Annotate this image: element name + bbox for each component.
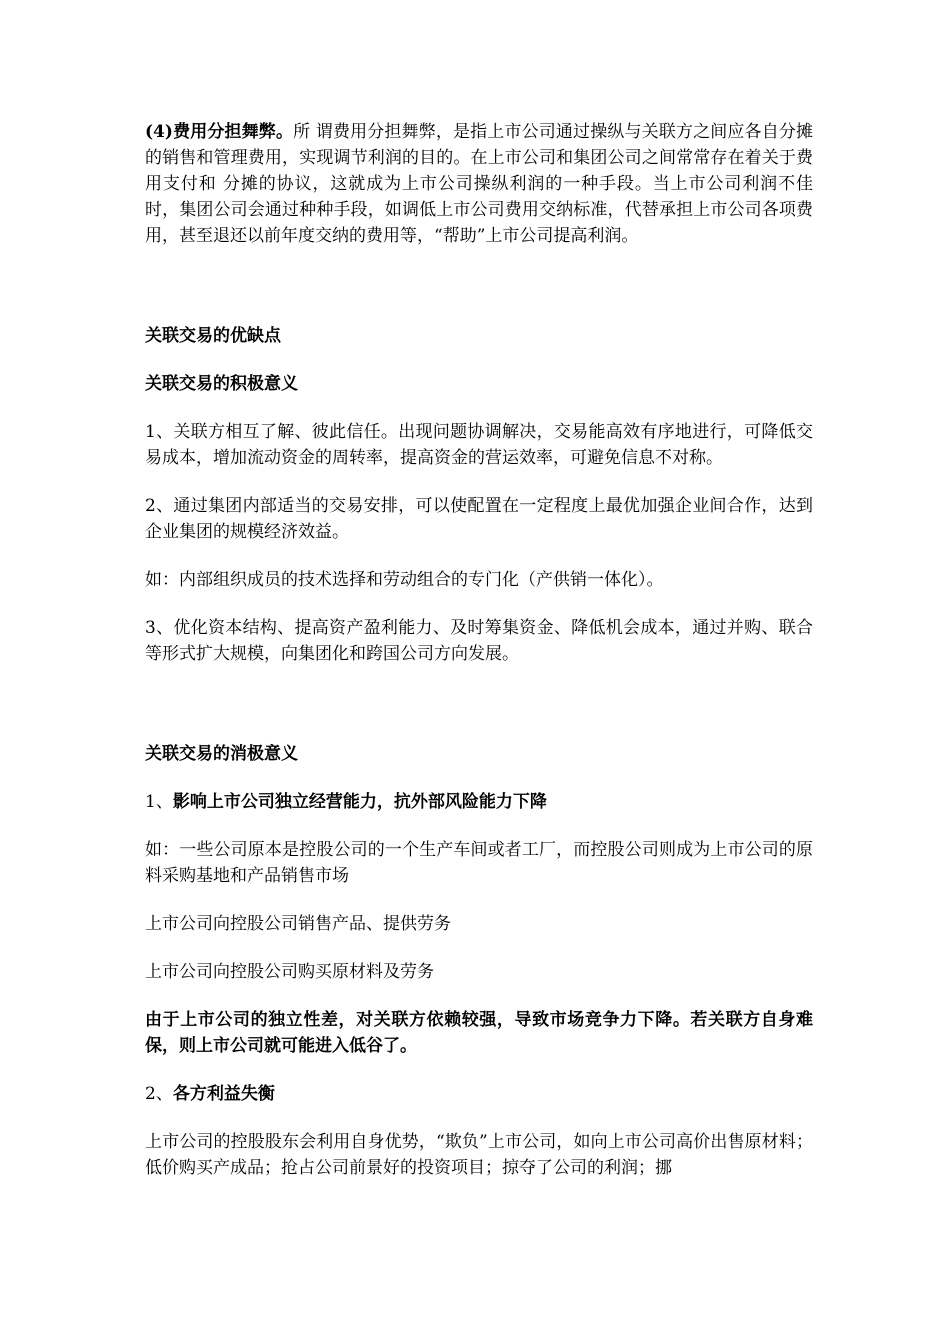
item-title: 影响上市公司独立经营能力，抗外部风险能力下降 <box>172 792 547 812</box>
heading-negative-significance: 关联交易的消极意义 <box>145 744 298 764</box>
negative-item-1 <box>145 789 813 815</box>
positive-item-3: 3、优化资本结构、提高资产盈利能力、及时筹集资金、降低机会成本，通过并购、联合等形式扩大规模，向集团化和跨国公司方向发展。 <box>145 618 813 664</box>
item-number: 1、 <box>145 792 173 812</box>
paragraph-expense-sharing-fraud <box>145 119 813 249</box>
negative-item-2 <box>145 1081 813 1107</box>
positive-example: 如：内部组织成员的技术选择和劳动组合的专门化（产供销一体化）。 <box>145 570 664 590</box>
heading-pros-cons: 关联交易的优缺点 <box>145 326 281 346</box>
heading-positive-significance: 关联交易的积极意义 <box>145 374 298 394</box>
document-page <box>145 119 813 1181</box>
negative-line-b: 上市公司向控股公司购买原材料及劳务 <box>145 962 434 982</box>
negative-item-2-text: 上市公司的控股股东会利用自身优势，“欺负”上市公司，如向上市公司高价出售原材料；低价购买产成品；抢占公司前景好的投资项目；掠夺了公司的利润；挪 <box>145 1132 813 1178</box>
paragraph-text: 所 谓费用分担舞弊，是指上市公司通过操纵与关联方之间应各自分摊的销售和管理费用，实现调节利润的目的。在上市公司和集团公司之间常常存在着关于费用支付和 分摊的协议，这就成为上市公司操纵利润的一种手段。当上市公司利润不佳时，集团公司会通过种种手段，如调低上市公司费用交纳标准，代替承担上市公司各项费 用，甚至退还以前年度交纳的费用等，“帮助”上市公司提高利润。 <box>145 122 813 246</box>
negative-example: 如：一些公司原本是控股公司的一个生产车间或者工厂，而控股公司则成为上市公司的原料采购基地和产品销售市场 <box>145 840 813 886</box>
item-number: 2、 <box>145 1084 173 1104</box>
negative-line-a: 上市公司向控股公司销售产品、提供劳务 <box>145 914 451 934</box>
positive-item-1: 1、关联方相互了解、彼此信任。出现问题协调解决，交易能高效有序地进行，可降低交易成本，增加流动资金的周转率，提高资金的营运效率，可避免信息不对称。 <box>145 422 813 468</box>
negative-conclusion: 由于上市公司的独立性差，对关联方依赖较强，导致市场竞争力下降。若关联方自身难保，则上市公司就可能进入低谷了。 <box>145 1010 813 1056</box>
positive-item-2: 2、通过集团内部适当的交易安排，可以使配置在一定程度上最优加强企业间合作，达到企业集团的规模经济效益。 <box>145 496 813 542</box>
paragraph-label: (4)费用分担舞弊。 <box>145 122 294 142</box>
item-title: 各方利益失衡 <box>172 1084 275 1104</box>
